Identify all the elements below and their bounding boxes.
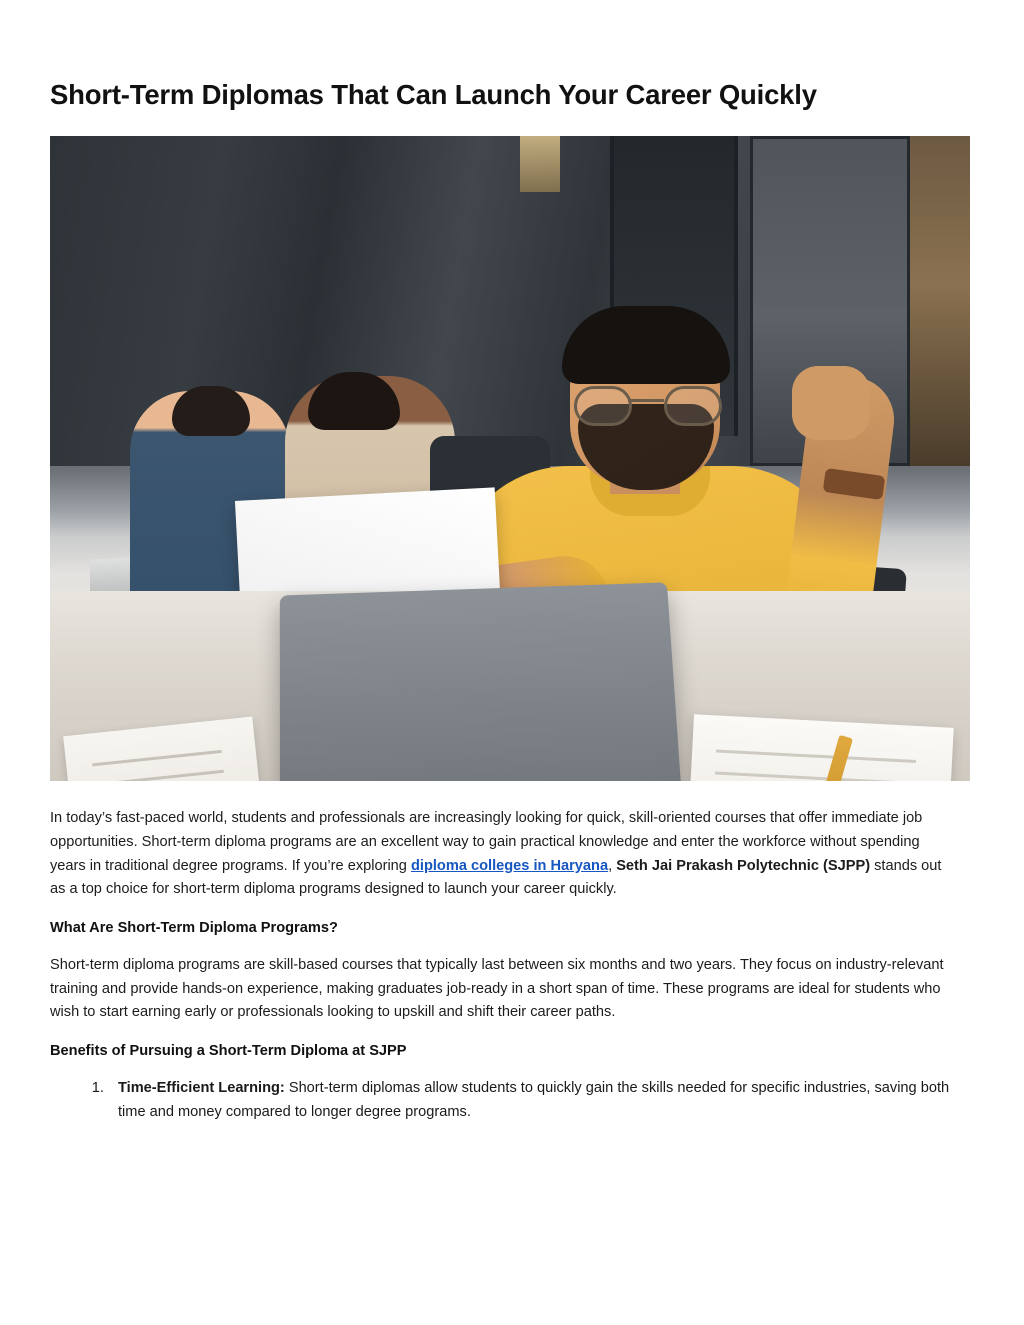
student-fist	[792, 366, 870, 440]
intro-text-part-3: stands out as a top choice for short-term diploma programs designed to launch your career quickly.	[50, 857, 942, 898]
intro-text-part-1: In today’s fast-paced world, students and professionals are increasingly looking for quick, skill-oriented courses that offer immediate job opportunities. Short-term diploma programs are an excellent way to gain practical knowledge and enter the workforce without spending years in traditional degree programs. If you’re exploring	[50, 810, 923, 874]
student-hair	[562, 306, 730, 384]
laptop-screen	[280, 583, 683, 782]
diploma-colleges-link[interactable]: diploma colleges in Haryana	[410, 857, 609, 874]
list-item	[108, 1077, 956, 1124]
page-title: Short-Term Diplomas That Can Launch Your Career Quickly	[50, 79, 817, 110]
ceiling-light	[520, 136, 560, 192]
benefit-text: Short-term diplomas allow students to quickly gain the skills needed for specific industries, saving both time and money compared to longer degree programs.	[118, 1079, 950, 1120]
hero-photo-scene	[50, 136, 970, 781]
benefits-list	[50, 1077, 956, 1124]
background-student-left-hair	[172, 386, 250, 436]
sjpp-name: Seth Jai Prakash Polytechnic (SJPP)	[616, 857, 871, 874]
section-heading-what-are: What Are Short-Term Diploma Programs?	[50, 919, 338, 936]
intro-paragraph	[50, 807, 956, 902]
intro-text-part-2: ,	[608, 857, 617, 874]
eyeglasses-icon	[572, 386, 722, 420]
benefit-label: Time-Efficient Learning:	[118, 1079, 285, 1096]
classroom-door-frame	[910, 136, 970, 466]
section-body-what-are: Short-term diploma programs are skill-based courses that typically last between six months and two years. They focus on industry-relevant training and provide hands-on experience, making graduates job-ready in a short span of time. These programs are ideal for students who wish to start earning early or professionals looking to upskill and shift their career paths.	[50, 956, 944, 1021]
hero-photo	[50, 136, 970, 781]
section-heading-benefits: Benefits of Pursuing a Short-Term Diploma at SJPP	[50, 1042, 407, 1059]
